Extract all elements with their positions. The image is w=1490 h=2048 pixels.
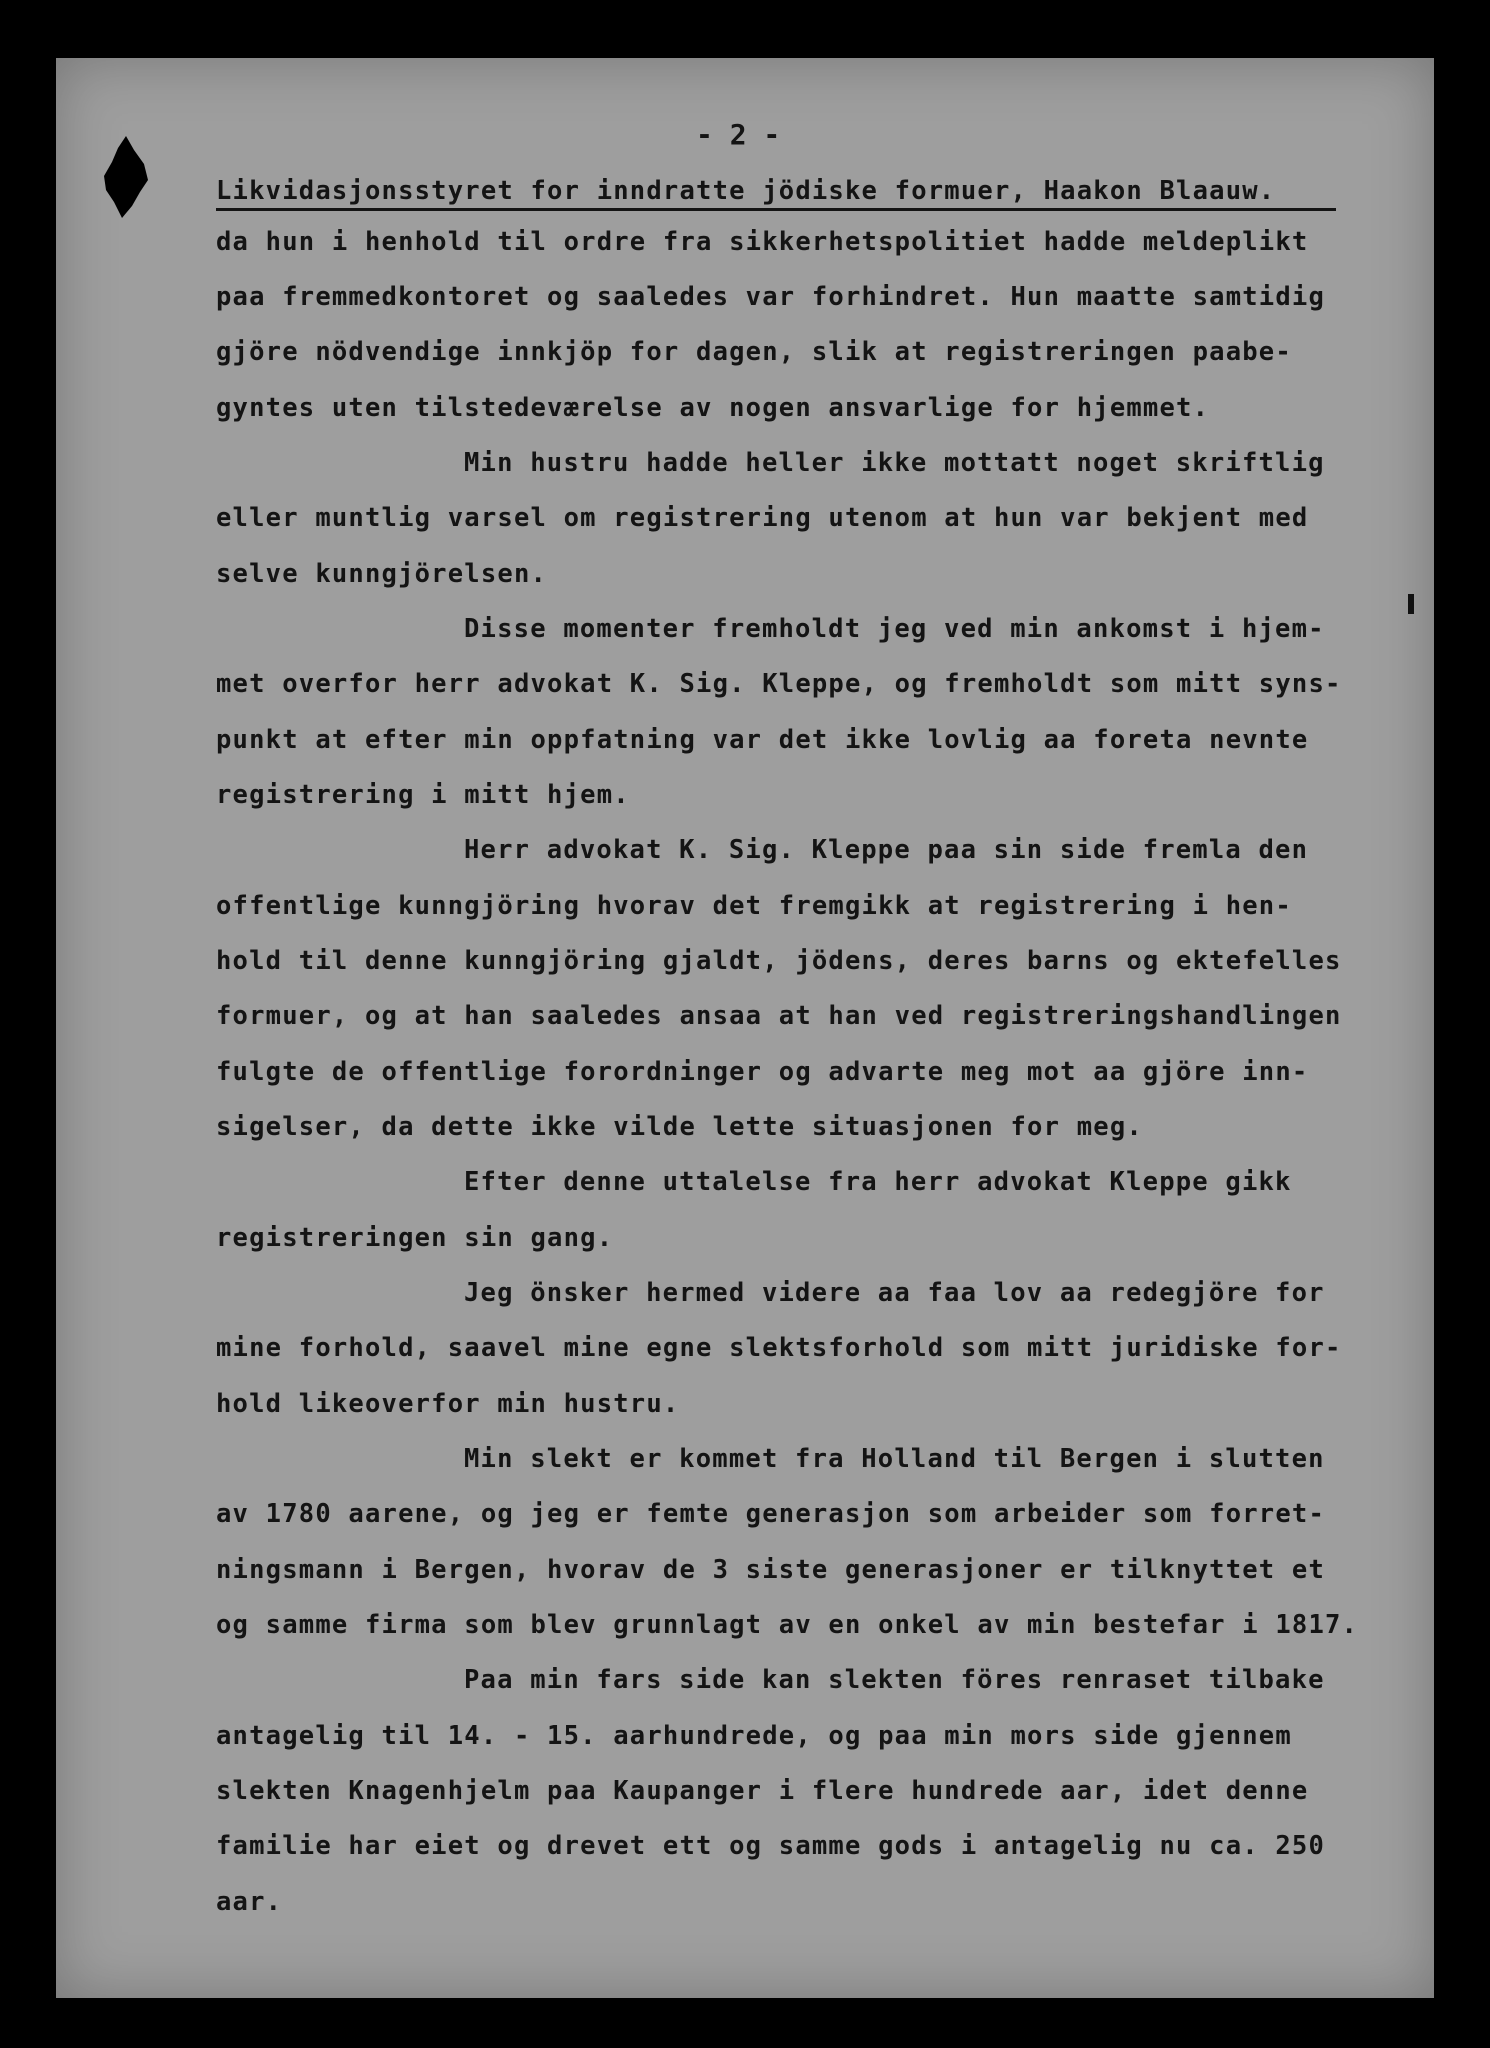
- text-line: aar.: [216, 1887, 283, 1917]
- edge-mark: [1408, 594, 1414, 614]
- text-line: antagelig til 14. - 15. aarhundrede, og paa min mors side gjennem: [216, 1721, 1292, 1751]
- text-line: gyntes uten tilstedeværelse av nogen ansvarlige for hjemmet.: [216, 393, 1210, 423]
- document-heading: Likvidasjonsstyret for inndratte jödiske formuer, Haakon Blaauw.: [216, 176, 1336, 211]
- text-line: punkt at efter min oppfatning var det ikke lovlig aa foreta nevnte: [216, 725, 1309, 755]
- text-line: formuer, og at han saaledes ansaa at han ved registreringshandlingen: [216, 1001, 1342, 1031]
- text-line: eller muntlig varsel om registrering utenom at hun var bekjent med: [216, 503, 1309, 533]
- text-line: selve kunngjörelsen.: [216, 559, 548, 589]
- text-line: registreringen sin gang.: [216, 1223, 614, 1253]
- text-line: Efter denne uttalelse fra herr advokat Kleppe gikk: [464, 1167, 1292, 1197]
- text-line: mine forhold, saavel mine egne slektsforhold som mitt juridiske for-: [216, 1333, 1342, 1363]
- text-line: registrering i mitt hjem.: [216, 780, 630, 810]
- text-line: Paa min fars side kan slekten föres renraset tilbake: [464, 1665, 1325, 1695]
- text-line: met overfor herr advokat K. Sig. Kleppe, og fremholdt som mitt syns-: [216, 669, 1342, 699]
- text-line: hold til denne kunngjöring gjaldt, jödens, deres barns og ektefelles: [216, 946, 1342, 976]
- text-line: av 1780 aarene, og jeg er femte generasjon som arbeider som forret-: [216, 1499, 1326, 1529]
- text-line: Min slekt er kommet fra Holland til Bergen i slutten: [464, 1444, 1325, 1474]
- text-line: familie har eiet og drevet ett og samme gods i antagelig nu ca. 250: [216, 1831, 1326, 1861]
- text-line: offentlige kunngjöring hvorav det fremgikk at registrering i hen-: [216, 891, 1292, 921]
- text-line: sigelser, da dette ikke vilde lette situasjonen for meg.: [216, 1112, 1143, 1142]
- page-number: - 2 -: [696, 118, 781, 151]
- text-line: og samme firma som blev grunnlagt av en onkel av min bestefar i 1817.: [216, 1610, 1359, 1640]
- text-line: Min hustru hadde heller ikke mottatt noget skriftlig: [464, 448, 1325, 478]
- text-line: fulgte de offentlige forordninger og advarte meg mot aa gjöre inn-: [216, 1057, 1309, 1087]
- text-line: Disse momenter fremholdt jeg ved min ankomst i hjem-: [464, 614, 1325, 644]
- text-line: da hun i henhold til ordre fra sikkerhetspolitiet hadde meldeplikt: [216, 227, 1309, 257]
- document-page: [56, 58, 1434, 1998]
- text-line: hold likeoverfor min hustru.: [216, 1389, 680, 1419]
- text-line: slekten Knagenhjelm paa Kaupanger i flere hundrede aar, idet denne: [216, 1776, 1309, 1806]
- punch-hole-icon: [104, 136, 148, 218]
- text-line: ningsmann i Bergen, hvorav de 3 siste generasjoner er tilknyttet et: [216, 1555, 1326, 1585]
- text-line: Jeg önsker hermed videre aa faa lov aa redegjöre for: [464, 1278, 1325, 1308]
- text-line: gjöre nödvendige innkjöp for dagen, slik at registreringen paabe-: [216, 337, 1292, 367]
- text-line: paa fremmedkontoret og saaledes var forhindret. Hun maatte samtidig: [216, 282, 1326, 312]
- text-line: Herr advokat K. Sig. Kleppe paa sin side fremla den: [464, 835, 1309, 865]
